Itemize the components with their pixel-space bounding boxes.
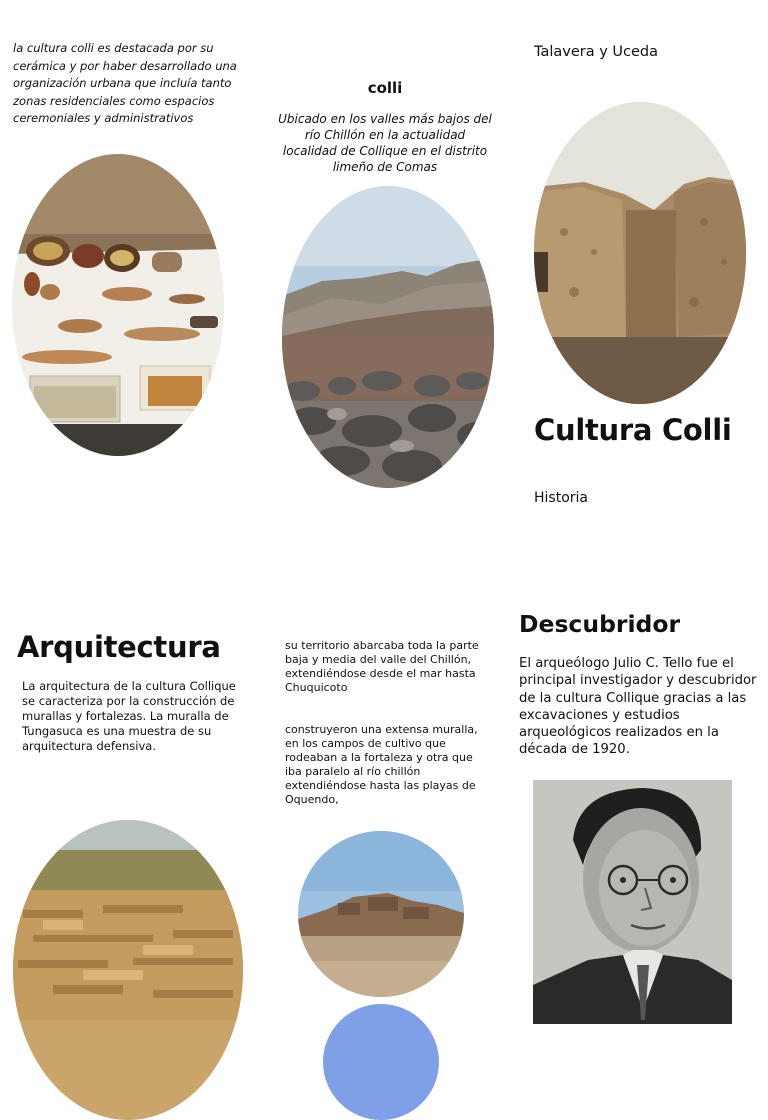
authors-text: Talavera y Uceda	[534, 44, 659, 60]
arquitectura-text: La arquitectura de la cultura Collique se caracteriza por la construcción de murallas y fortalezas. La muralla de Tungasuca es una muestra de su arquitectura defensiva.	[22, 679, 236, 753]
fortress-ruins-photo	[13, 820, 243, 1120]
descubridor-text: El arqueólogo Julio C. Tello fue el principal investigador y descubridor de la cultura Collique gracias a las excavaciones y estudios arqueológicos realizados en la década de 1920.	[519, 656, 757, 758]
territory-text: su territorio abarcaba toda la parte baja y media del valle del Chillón, extendiéndose desde el mar hasta Chuquicoto	[285, 639, 479, 694]
descubridor-heading: Descubridor	[519, 610, 681, 638]
sky-partial-photo	[323, 1004, 439, 1120]
adobe-wall-ruins-photo	[534, 102, 746, 404]
intro-text: la cultura colli es destacada por su cerámica y por haber desarrollado una organización urbana que incluía tanto zonas residenciales como espacios ceremoniales y administrativos	[13, 41, 237, 125]
page-title: Cultura Colli	[534, 413, 732, 447]
comas-valley-photo	[282, 186, 494, 488]
mound-ruins-photo	[298, 831, 464, 997]
julio-tello-portrait	[533, 780, 732, 1024]
arquitectura-heading: Arquitectura	[17, 630, 221, 664]
ceramics-display-photo	[12, 154, 224, 456]
wall-text: construyeron una extensa muralla, en los campos de cultivo que rodeaban a la fortaleza y otra que iba paralelo al río chillón extendiéndose hasta las playas de Oquendo,	[285, 723, 478, 806]
subtitle-text: Historia	[534, 490, 588, 506]
colli-heading: colli	[367, 79, 403, 97]
location-text: Ubicado en los valles más bajos del río Chillón en la actualidad localidad de Collique en el distrito limeño de Comas	[278, 112, 492, 174]
